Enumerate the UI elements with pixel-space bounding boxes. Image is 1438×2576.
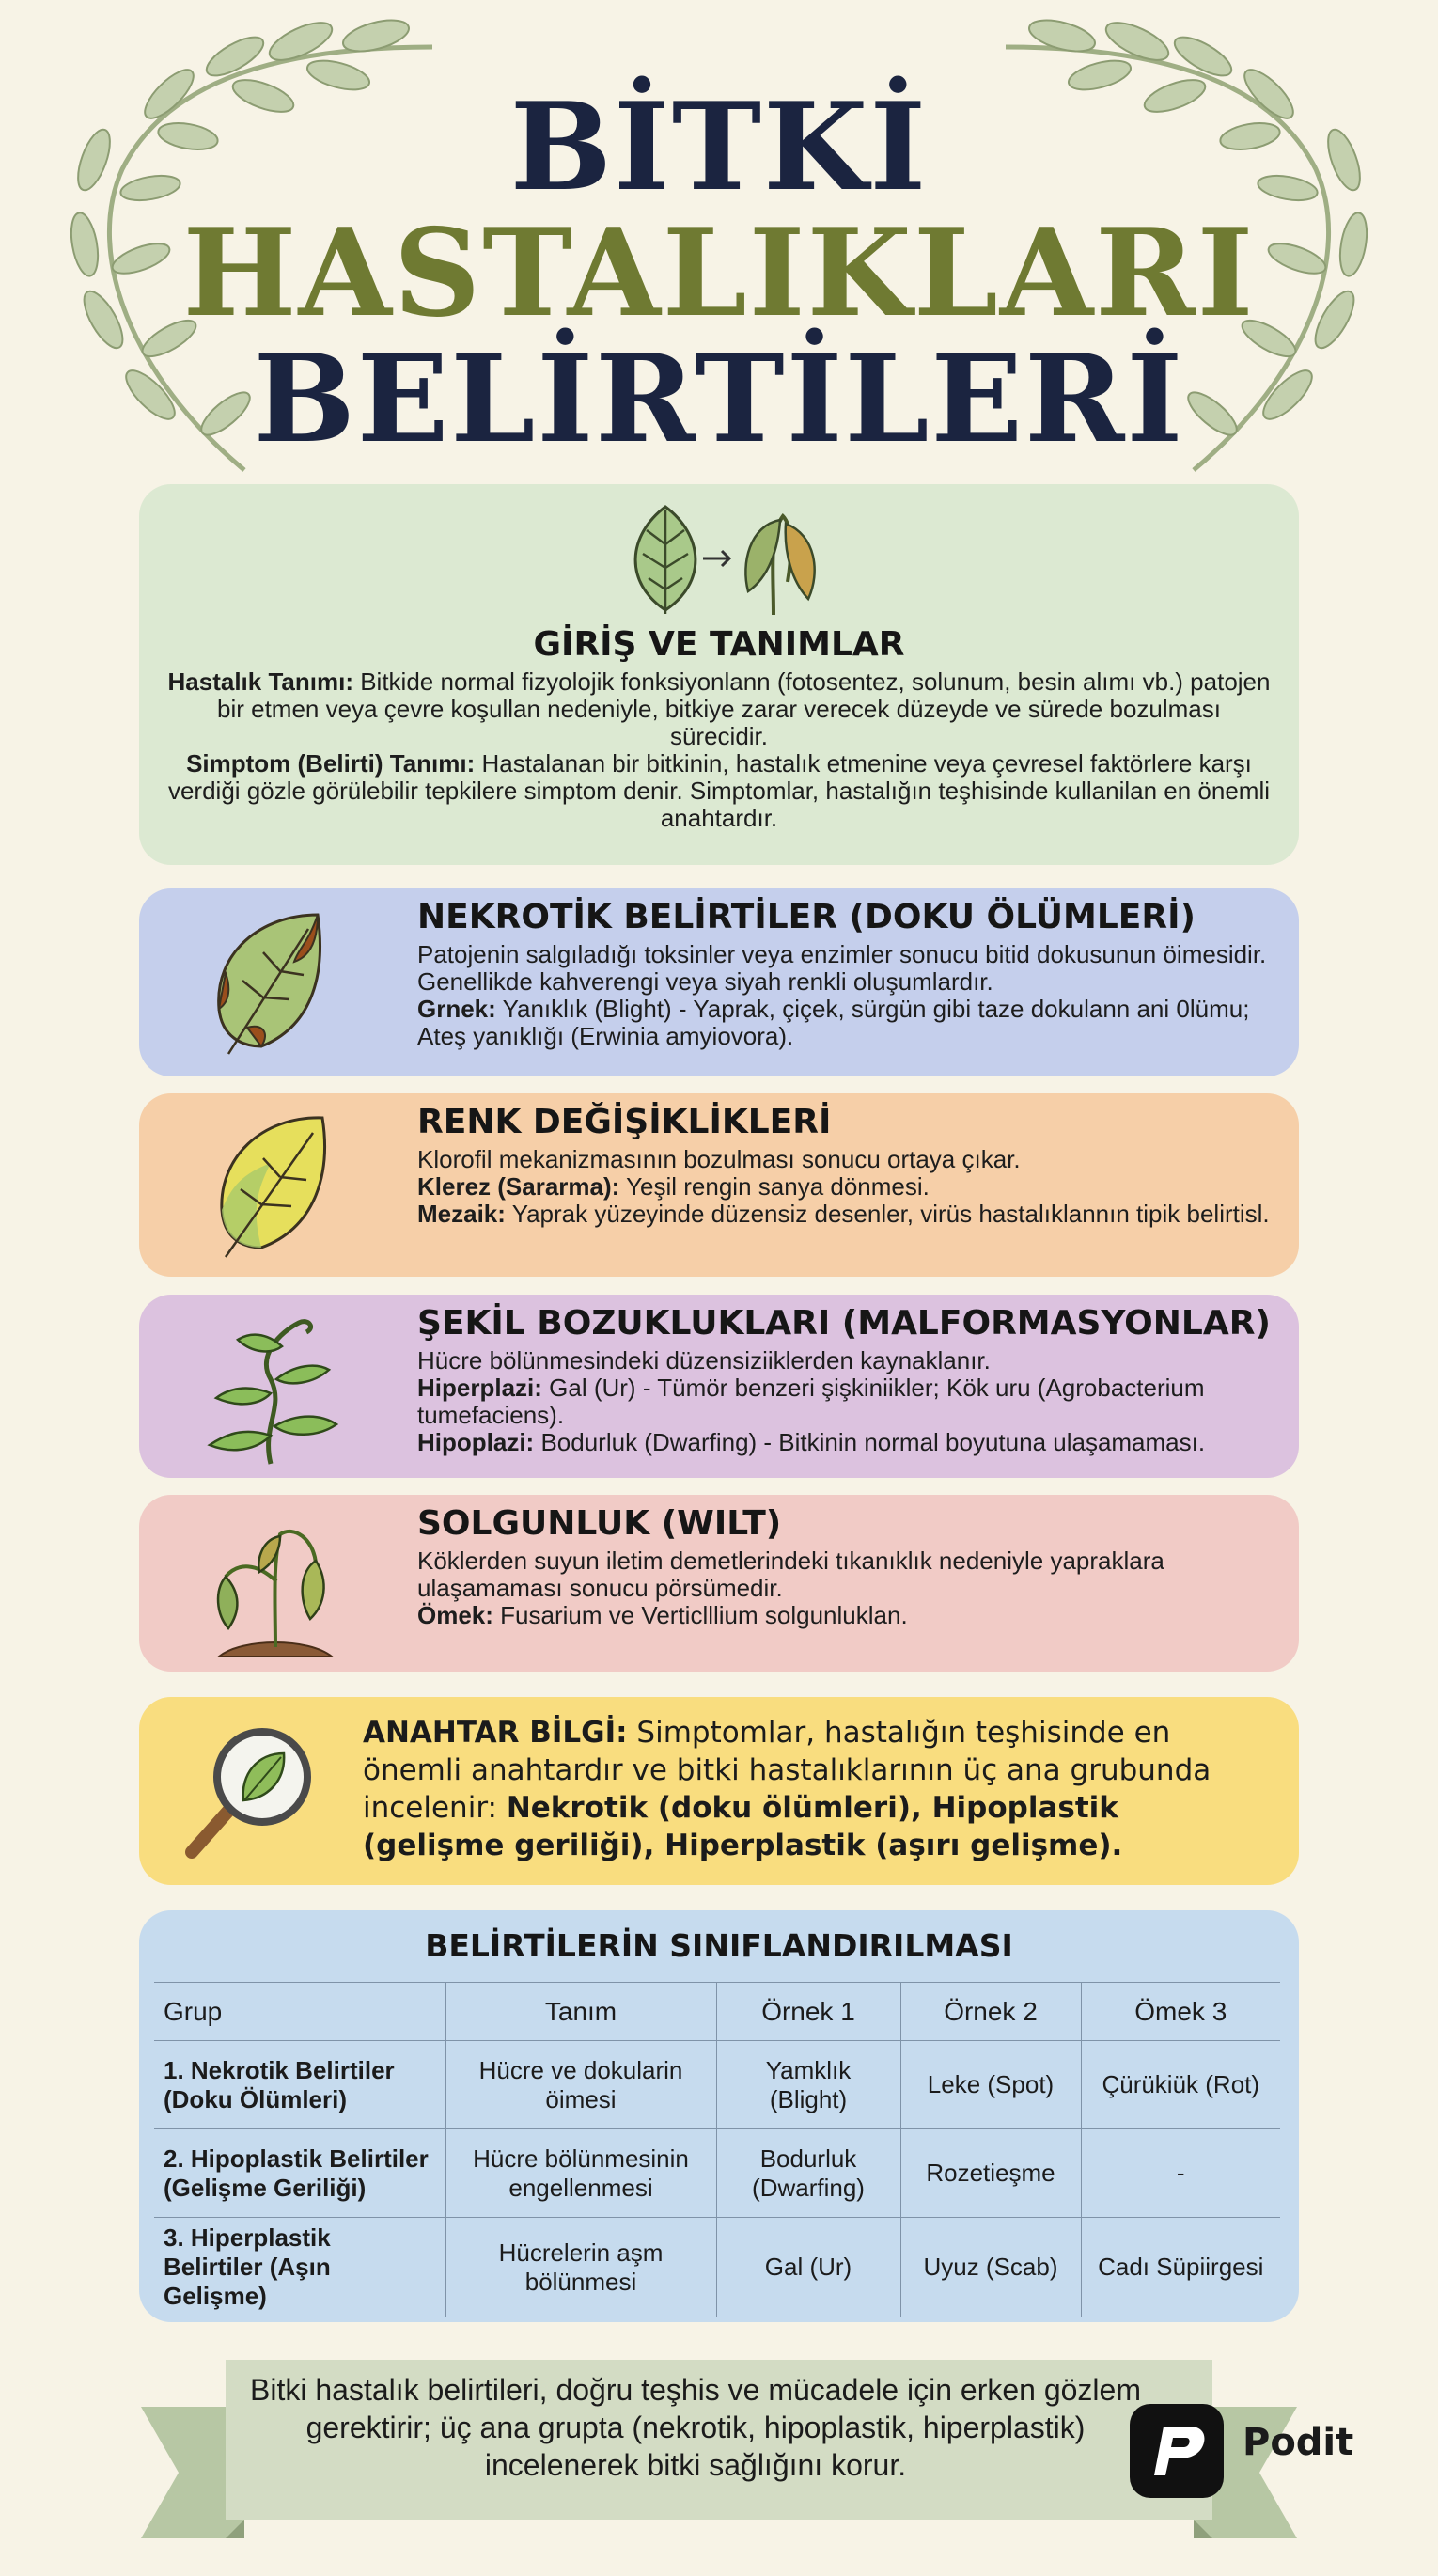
table-cell-example: Bodurluk (Dwarfing) bbox=[716, 2129, 900, 2218]
necrotic-example-text: Yanıklık (Blight) - Yaprak, çiçek, sürgün gibi taze dokulann ani 0lümu; Ateş yanıklığı (Erwinia amyiovora). bbox=[417, 995, 1250, 1050]
table-cell-definition: Hücre ve dokularin öimesi bbox=[445, 2041, 716, 2129]
title-line-2: HASTALIKLARI bbox=[182, 203, 1256, 344]
table-header-cell: Tanım bbox=[445, 1983, 716, 2041]
table-header-cell: Örnek 2 bbox=[900, 1983, 1081, 2041]
table-cell-example: Çürükiük (Rot) bbox=[1081, 2041, 1280, 2129]
color-change-title: RENK DEĞİŞİKLİKLERİ bbox=[417, 1103, 832, 1141]
table-cell-example: Uyuz (Scab) bbox=[900, 2218, 1081, 2317]
key-info-bold: Nekrotik (doku ölümleri), Hipoplastik (gelişme geriliği), Hiperplastik (aşırı gelişme). bbox=[363, 1791, 1123, 1862]
key-info-card bbox=[139, 1697, 1299, 1885]
hypoplasia-label: Hipoplazi: bbox=[417, 1428, 535, 1456]
malformation-title: ŞEKİL BOZUKLUKLARI (MALFORMASYONLAR) bbox=[417, 1304, 1271, 1343]
key-info-text bbox=[363, 1714, 1265, 1864]
necrotic-card bbox=[139, 888, 1299, 1076]
wilt-card bbox=[139, 1495, 1299, 1672]
table-cell-example: Gal (Ur) bbox=[716, 2218, 900, 2317]
footer-summary: Bitki hastalık belirtileri, doğru teşhis ve mücadele için erken gözlem gerektirir; üç ana grupta (nekrotik, hipoplastik, hiperplastik) incelenerek bitki sağlığını korur. bbox=[250, 2373, 1141, 2482]
color-change-card bbox=[139, 1093, 1299, 1277]
table-row bbox=[154, 2129, 1280, 2218]
table-cell-definition: Hücre bölünmesinin engellenmesi bbox=[445, 2129, 716, 2218]
table-cell-group: 2. Hipoplastik Belirtiler (Gelişme Geriliği) bbox=[154, 2129, 445, 2218]
table-header-cell: Grup bbox=[154, 1983, 445, 2041]
hyperplasia-text: Gal (Ur) - Tümör benzeri şişkiniikler; Kök uru (Agrobacterium tumefaciens). bbox=[417, 1374, 1205, 1429]
intro-definitions bbox=[167, 668, 1271, 832]
wilt-desc: Köklerden suyun iletim demetlerindeki tıkanıklık nedeniyle yapraklara ulaşamaması sonucu pörsümedir. bbox=[417, 1547, 1164, 1602]
healthy-to-wilted-leaf-icon bbox=[609, 497, 825, 620]
table-header-cell: Ömek 3 bbox=[1081, 1983, 1280, 2041]
necrotic-title: NEKROTİK BELİRTİLER (DOKU ÖLÜMLERİ) bbox=[417, 898, 1196, 936]
classification-table bbox=[154, 1982, 1280, 2317]
table-cell-example: - bbox=[1081, 2129, 1280, 2218]
wilt-text bbox=[417, 1547, 1282, 1629]
hyperplasia-label: Hiperplazi: bbox=[417, 1374, 542, 1402]
malformation-desc: Hücre bölünmesindeki düzensiziiklerden kaynaklanır. bbox=[417, 1346, 991, 1374]
table-header-row bbox=[154, 1983, 1280, 2041]
chlorosis-label: Klerez (Sararma): bbox=[417, 1172, 620, 1201]
table-cell-definition: Hücrelerin aşm bölünmesi bbox=[445, 2218, 716, 2317]
necrotic-text bbox=[417, 941, 1282, 1050]
malformation-card bbox=[139, 1295, 1299, 1478]
magnifier-leaf-icon bbox=[173, 1716, 323, 1866]
page-title bbox=[0, 77, 1438, 470]
key-info-label: ANAHTAR BİLGİ: bbox=[363, 1716, 628, 1750]
wilt-title: SOLGUNLUK (WILT) bbox=[417, 1504, 782, 1543]
mosaic-text: Yaprak yüzeyinde düzensiz desenler, virüs hastalıklannın tipik belirtisl. bbox=[511, 1200, 1270, 1228]
table-cell-example: Leke (Spot) bbox=[900, 2041, 1081, 2129]
chlorosis-text: Yeşil rengin sanya dönmesi. bbox=[626, 1172, 930, 1201]
twisted-sprout-icon bbox=[195, 1304, 346, 1469]
wilted-plant-icon bbox=[205, 1506, 346, 1661]
intro-title: GİRİŞ VE TANIMLAR bbox=[533, 625, 905, 664]
symptom-def-text: Hastalanan bir bitkinin, hastalık etmenine veya çevresel faktörlere karşı verdiği gözle görülebilir tepkilere simptom denir. Simptomlar, hastalığın teşhisinde kullanilan en önemli anahtardır. bbox=[167, 749, 1271, 832]
table-row bbox=[154, 2041, 1280, 2129]
table-header-cell: Örnek 1 bbox=[716, 1983, 900, 2041]
yellow-leaf-icon bbox=[205, 1107, 336, 1262]
intro-card bbox=[139, 484, 1299, 865]
table-cell-group: 3. Hiperplastik Belirtiler (Aşın Gelişme) bbox=[154, 2218, 445, 2317]
hypoplasia-text: Bodurluk (Dwarfing) - Bitkinin normal boyutuna ulaşamaması. bbox=[540, 1428, 1206, 1456]
malformation-text bbox=[417, 1347, 1282, 1456]
key-info-desc: Simptomlar, hastalığın teşhisinde en önemli anahtardır ve bitki hastalıklarının üç ana grubunda incelenir: bbox=[363, 1716, 1211, 1825]
necrotic-desc: Patojenin salgıladığı toksinler veya enzimler sonucu bitid dokusunun öimesidir. Genellikde kahverengi veya siyah renkli oluşumlardır. bbox=[417, 940, 1267, 996]
table-row bbox=[154, 2218, 1280, 2317]
brand-name: Podit bbox=[1243, 2421, 1354, 2464]
necrotic-example-label: Grnek: bbox=[417, 995, 496, 1023]
color-change-desc: Klorofil mekanizmasının bozulması sonucu ortaya çıkar. bbox=[417, 1145, 1021, 1173]
burnt-leaf-icon bbox=[205, 905, 336, 1060]
color-change-text bbox=[417, 1146, 1282, 1228]
classification-card bbox=[139, 1910, 1299, 2322]
title-line-1: BİTKİ bbox=[509, 77, 929, 218]
wilt-example-label: Ömek: bbox=[417, 1601, 493, 1629]
podit-logo-icon bbox=[1128, 2402, 1226, 2500]
table-cell-example: Rozetieşme bbox=[900, 2129, 1081, 2218]
classification-title: BELİRTİLERİN SINIFLANDIRILMASI bbox=[425, 1927, 1013, 1964]
table-cell-example: Yamklık (Blight) bbox=[716, 2041, 900, 2129]
mosaic-label: Mezaik: bbox=[417, 1200, 506, 1228]
disease-def-text: Bitkide normal fizyolojik fonksiyonlann (fotosentez, solunum, besin alımı vb.) patojen bir etmen veya çevre koşullan nedeniyle, bitkiye zarar verecek düzeyde ve sürede bozulması sürecidir. bbox=[217, 668, 1271, 750]
symptom-def-label: Simptom (Belirti) Tanımı: bbox=[186, 749, 476, 778]
table-cell-group: 1. Nekrotik Belirtiler (Doku Ölümleri) bbox=[154, 2041, 445, 2129]
wilt-example-text: Fusarium ve Verticlllium solgunluklan. bbox=[500, 1601, 908, 1629]
title-line-3: BELİRTİLERİ bbox=[253, 329, 1185, 470]
table-cell-example: Cadı Süpiirgesi bbox=[1081, 2218, 1280, 2317]
disease-def-label: Hastalık Tanımı: bbox=[167, 668, 353, 696]
